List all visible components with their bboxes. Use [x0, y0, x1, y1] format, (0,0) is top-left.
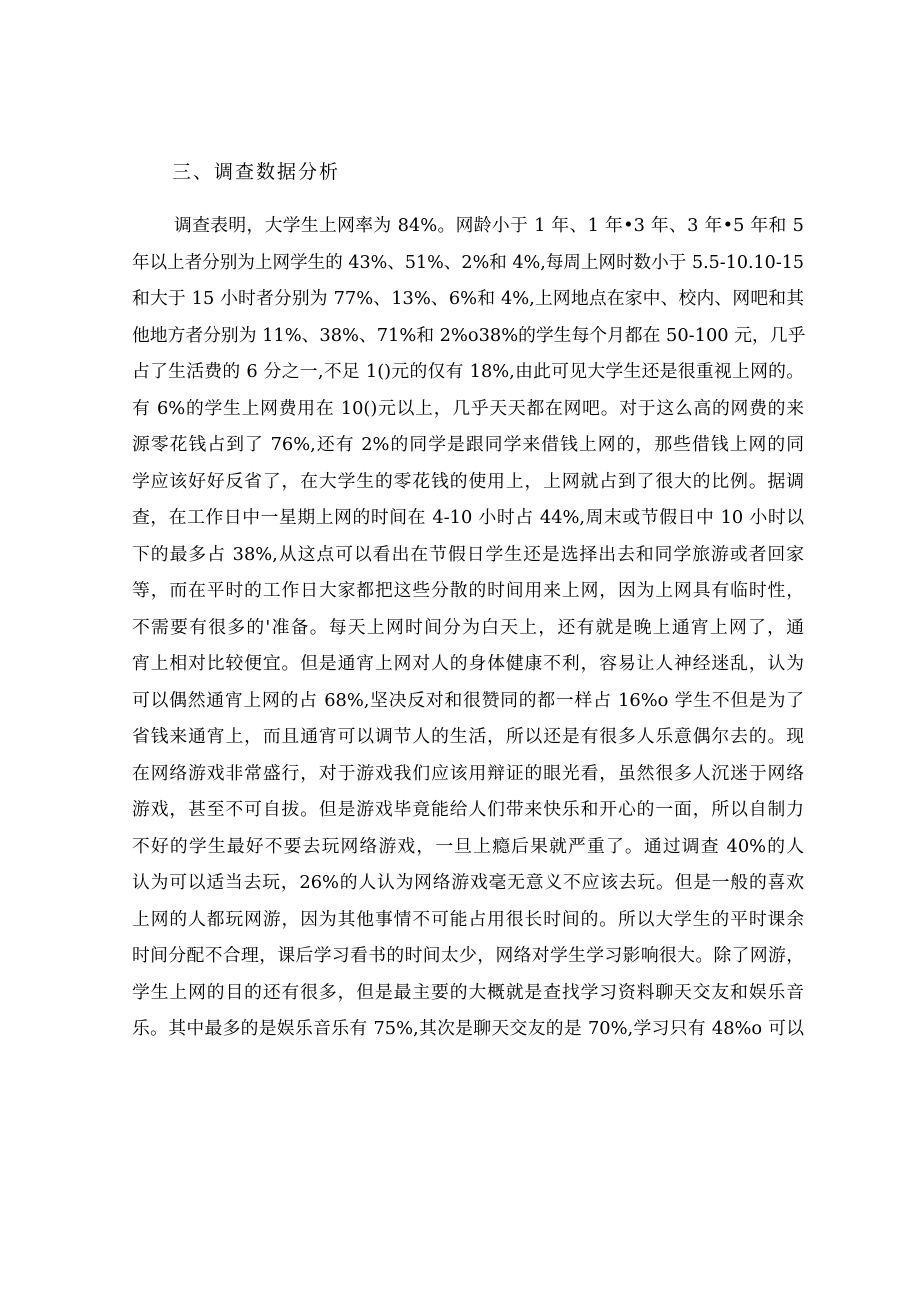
section-heading: 三、调查数据分析: [172, 161, 341, 183]
paragraph-line: 源零花钱占到了 76%,还有 2%的同学是跟同学来借钱上网的，那些借钱上网的同: [132, 434, 804, 455]
paragraph-line: 不需要有很多的'准备。每天上网时间分为白天上，还有就是晚上通宵上网了，通: [132, 616, 804, 638]
paragraph-line: 学生上网的目的还有很多，但是最主要的大概就是查找学习资料聊天交友和娱乐音: [132, 981, 804, 1003]
paragraph-line: 宵上相对比较便宜。但是通宵上网对人的身体健康不利，容易让人神经迷乱，认为: [132, 653, 804, 674]
paragraph-line: 他地方者分别为 11%、38%、71%和 2%o38%的学生每个月都在 50-100 元，几乎: [132, 324, 806, 346]
paragraph-line: 上网的人都玩网游，因为其他事情不可能占用很长时间的。所以大学生的平时课余: [132, 908, 804, 930]
paragraph-line: 学应该好好反省了，在大学生的零花钱的使用上，上网就占到了很大的比例。据调: [132, 470, 804, 492]
paragraph-line: 游戏，甚至不可自拔。但是游戏毕竟能给人们带来快乐和开心的一面，所以自制力: [132, 799, 804, 820]
paragraph-line: 有 6%的学生上网费用在 10()元以上，几乎天天都在网吧。对于这么高的网费的来: [132, 397, 804, 419]
paragraph-line: 和大于 15 小时者分别为 77%、13%、6%和 4%,上网地点在家中、校内、网吧和其: [132, 288, 804, 309]
paragraph-line: 调查表明，大学生上网率为 84%。网龄小于 1 年、1 年•3 年、3 年•5 年和 5: [174, 215, 804, 236]
paragraph-line: 年以上者分别为上网学生的 43%、51%、2%和 4%,每周上网时数小于 5.5-10.10-15: [132, 252, 804, 273]
paragraph-line: 查，在工作日中一星期上网的时间在 4-10 小时占 44%,周末或节假日中 10 小时以: [132, 507, 804, 528]
paragraph-line: 不好的学生最好不要去玩网络游戏，一旦上瘾后果就严重了。通过调查 40%的人: [132, 835, 804, 857]
paragraph-line: 在网络游戏非常盛行，对于游戏我们应该用辩证的眼光看，虽然很多人沉迷于网络: [132, 762, 804, 784]
paragraph-line: 时间分配不合理，课后学习看书的时间太少，网络对学生学习影响很大。除了网游，: [132, 945, 804, 966]
paragraph-line: 等，而在平时的工作日大家都把这些分散的时间用来上网，因为上网具有临时性，: [132, 580, 804, 601]
paragraph-line: 占了生活费的 6 分之一,不足 1()元的仅有 18%,由此可见大学生还是很重视上网的。: [132, 361, 804, 382]
paragraph-line: 下的最多占 38%,从这点可以看出在节假日学生还是选择出去和同学旅游或者回家: [132, 543, 804, 565]
paragraph-line: 可以偶然通宵上网的占 68%,坚决反对和很赞同的都一样占 16%o 学生不但是为了: [132, 689, 804, 711]
paragraph-line: 乐。其中最多的是娱乐音乐有 75%,其次是聊天交友的是 70%,学习只有 48%o 可以: [132, 1018, 804, 1039]
body-paragraph: [132, 208, 804, 1048]
paragraph-line: 省钱来通宵上，而且通宵可以调节人的生活，所以还是有很多人乐意偶尔去的。现: [132, 726, 804, 747]
paragraph-line: 认为可以适当去玩，26%的人认为网络游戏毫无意义不应该去玩。但是一般的喜欢: [132, 872, 804, 893]
